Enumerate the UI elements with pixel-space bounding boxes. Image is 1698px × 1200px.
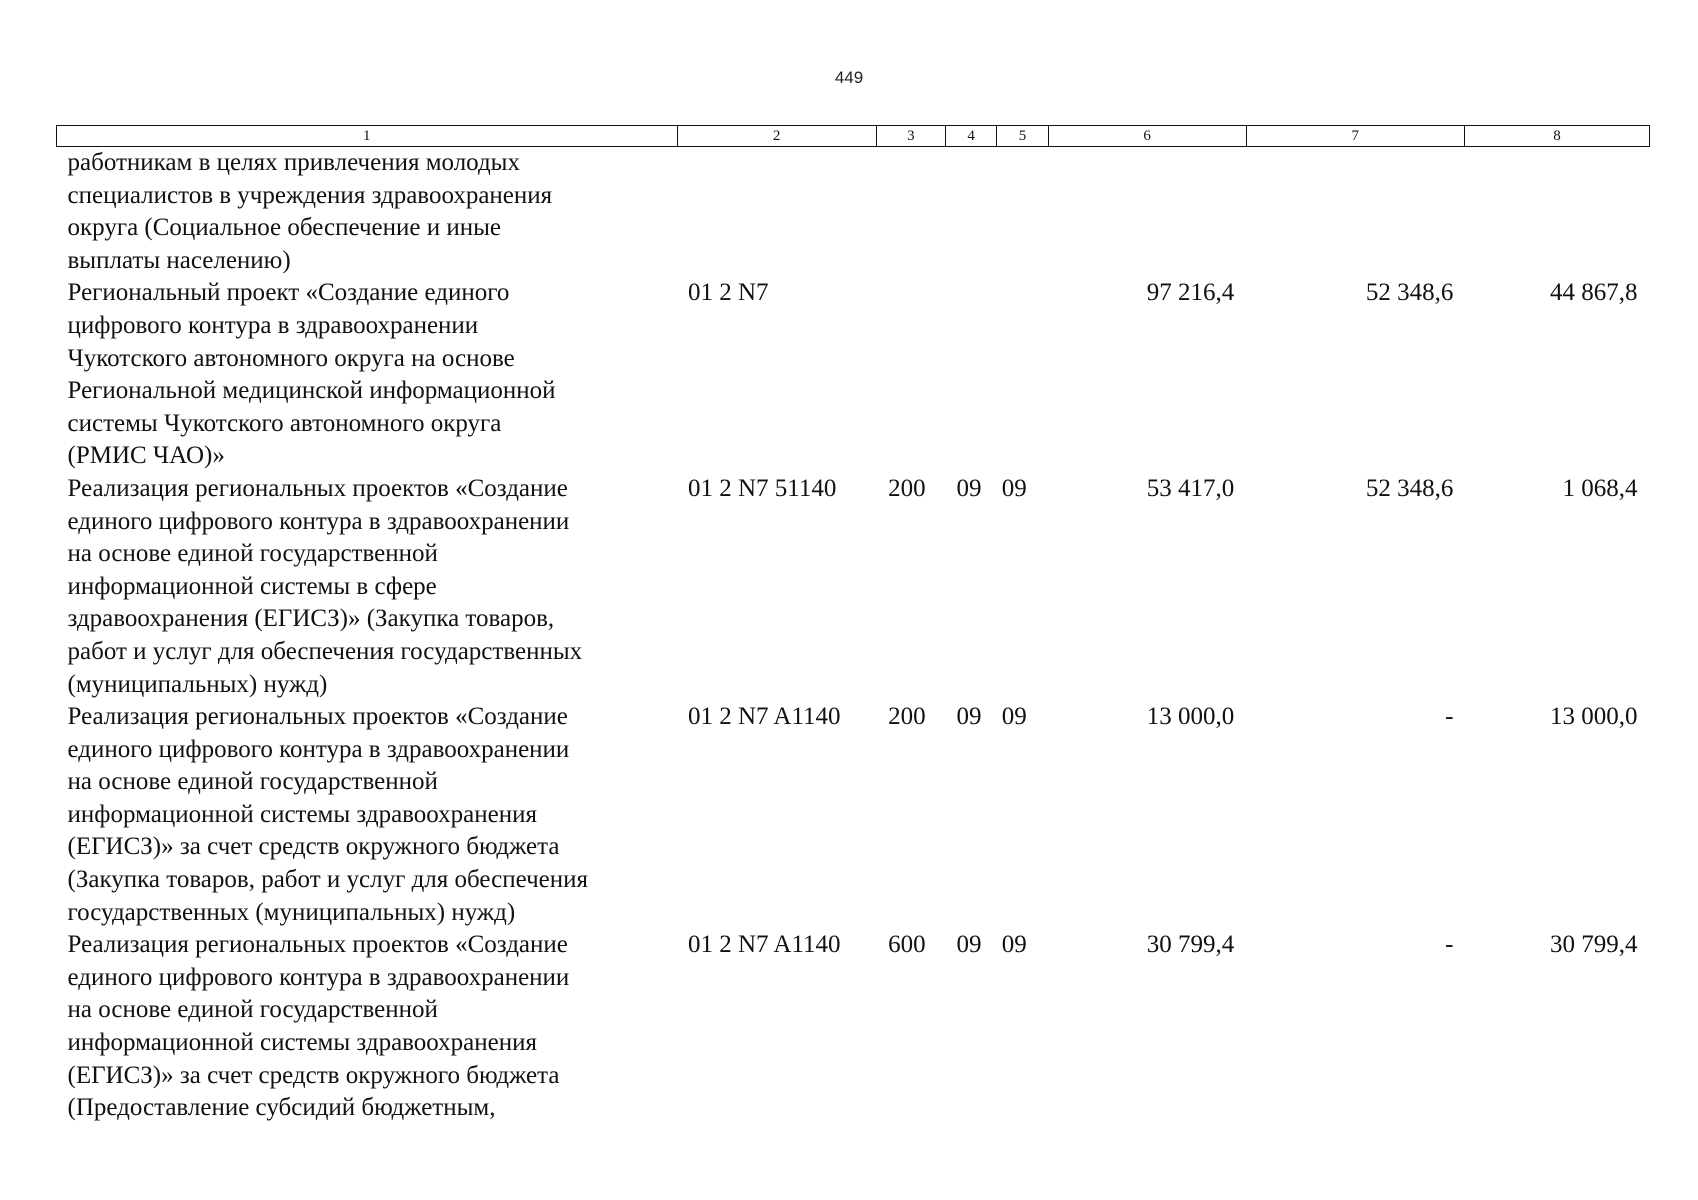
federal-amount: - [1445,703,1454,731]
target-article-code [677,147,876,278]
total-amount: 53 417,0 [1146,474,1235,502]
subsection-code [997,147,1048,278]
item-name-line: выплаты населению) [67,246,291,274]
federal-amount: 52 348,6 [1365,474,1454,502]
item-name-line: единого цифрового контура в здравоохранении [67,963,570,991]
item-name-line: работ и услуг для обеспечения государственных [67,637,583,665]
federal-amount [1246,147,1464,278]
column-number-5: 5 [997,126,1048,147]
column-number-2: 2 [677,126,876,147]
section-code: 09 [956,474,982,502]
regional-amount: 13 000,0 [1550,703,1638,731]
table-body [57,147,1650,1125]
item-name-line: (ЕГИСЗ)» за счет средств окружного бюджета [67,1061,560,1089]
subsection-code: 09 [1001,703,1027,731]
budget-table [56,125,1650,1125]
item-name-line: на основе единой государственной [67,996,438,1024]
column-number-8: 8 [1464,126,1649,147]
subsection-code: 09 [1001,474,1027,502]
item-name-line: государственных (муниципальных) нужд) [67,898,516,926]
expense-type-code [876,277,945,473]
item-name-line: информационной системы здравоохранения [67,1029,538,1057]
item-name-line: цифрового контура в здравоохранении [67,311,479,339]
subsection-code: 09 [1001,931,1027,959]
page-number: 449 [834,68,864,87]
target-article-code: 01 2 N7 [688,279,769,307]
column-number-7: 7 [1246,126,1464,147]
item-name-line: единого цифрового контура в здравоохранении [67,735,570,763]
column-number-row [57,126,1650,147]
regional-amount: 30 799,4 [1550,931,1638,959]
item-name-line: Реализация региональных проектов «Создание [67,474,568,502]
column-number-3: 3 [876,126,945,147]
expense-type-code [876,147,945,278]
item-name [57,929,678,1125]
table-row [57,277,1650,473]
item-name-line: на основе единой государственной [67,768,438,796]
total-amount: 30 799,4 [1146,931,1235,959]
regional-amount: 44 867,8 [1550,279,1638,307]
total-amount [1048,147,1246,278]
expense-type-code: 600 [888,931,926,959]
item-name-line: здравоохранения (ЕГИСЗ)» (Закупка товаров, [67,605,555,633]
column-number-4: 4 [946,126,997,147]
table-row [57,701,1650,929]
expense-type-code: 200 [888,474,926,502]
item-name [57,473,678,701]
target-article-code: 01 2 N7 A1140 [688,703,841,731]
item-name-line: на основе единой государственной [67,540,438,568]
item-name-line: работникам в целях привлечения молодых [67,149,520,176]
item-name-line: Реализация региональных проектов «Создание [67,703,568,731]
item-name-line: (муниципальных) нужд) [67,670,328,698]
column-number-1: 1 [57,126,678,147]
total-amount: 97 216,4 [1146,279,1235,307]
item-name [57,277,678,473]
item-name [57,147,678,278]
item-name-line: (РМИС ЧАО)» [67,442,225,470]
expense-type-code: 200 [888,703,926,731]
item-name [57,701,678,929]
federal-amount: - [1445,931,1454,959]
item-name-line: (Закупка товаров, работ и услуг для обеспечения [67,866,588,894]
item-name-line: системы Чукотского автономного округа [67,409,502,437]
item-name-line: Реализация региональных проектов «Создание [67,931,568,959]
subsection-code [997,277,1048,473]
section-code [946,277,997,473]
item-name-line: (Предоставление субсидий бюджетным, [67,1094,496,1122]
item-name-line: специалистов в учреждения здравоохранения [67,181,553,209]
section-code: 09 [956,931,982,959]
table-header [57,126,1650,147]
target-article-code: 01 2 N7 A1140 [688,931,841,959]
regional-amount [1464,147,1649,278]
total-amount: 13 000,0 [1146,703,1235,731]
table-row [57,147,1650,278]
section-code [946,147,997,278]
target-article-code: 01 2 N7 51140 [688,474,837,502]
item-name-line: информационной системы в сфере [67,572,437,600]
table-row [57,473,1650,701]
table-row [57,929,1650,1125]
item-name-line: Чукотского автономного округа на основе [67,344,515,372]
section-code: 09 [956,703,982,731]
item-name-line: Региональный проект «Создание единого [67,279,510,307]
federal-amount: 52 348,6 [1365,279,1454,307]
item-name-line: Региональной медицинской информационной [67,377,556,405]
item-name-line: (ЕГИСЗ)» за счет средств окружного бюджета [67,833,560,861]
item-name-line: округа (Социальное обеспечение и иные [67,214,502,242]
regional-amount: 1 068,4 [1562,474,1638,502]
item-name-line: информационной системы здравоохранения [67,800,538,828]
item-name-line: единого цифрового контура в здравоохранении [67,507,570,535]
column-number-6: 6 [1048,126,1246,147]
